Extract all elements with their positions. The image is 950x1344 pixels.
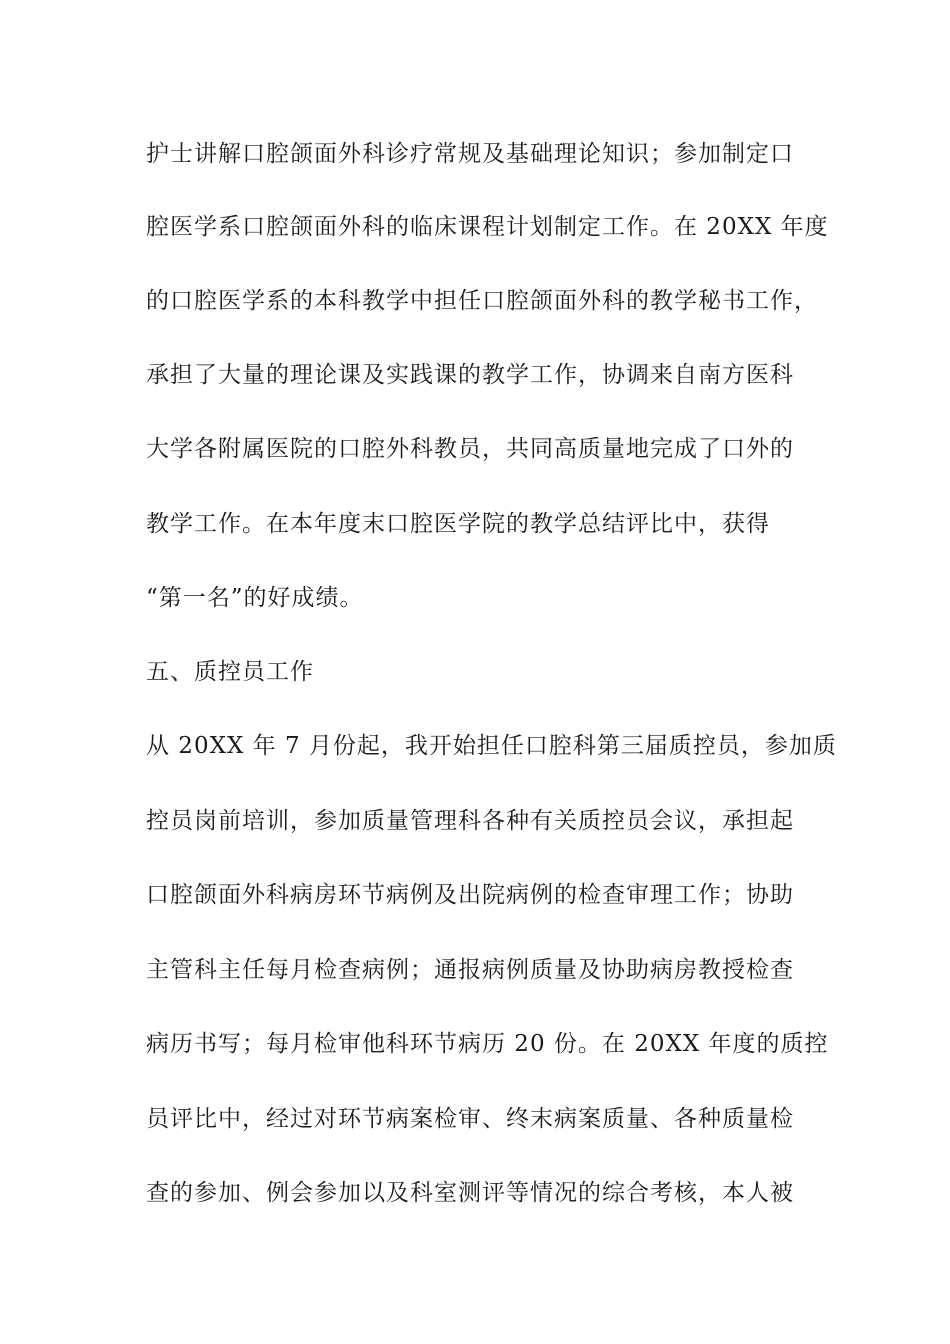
paragraph-line: 承担了大量的理论课及实践课的教学工作，协调来自南方医科 xyxy=(146,362,794,388)
section-heading: 五、质控员工作 xyxy=(146,659,314,685)
paragraph-line: 查的参加、例会参加以及科室测评等情况的综合考核，本人被 xyxy=(146,1180,794,1206)
paragraph-line: 从 20XX 年 7 月份起，我开始担任口腔科第三届质控员，参加质 xyxy=(146,733,837,759)
paragraph-line: 主管科主任每月检查病例；通报病例质量及协助病房教授检查 xyxy=(146,957,794,983)
paragraph-line: 的口腔医学系的本科教学中担任口腔颌面外科的教学秘书工作， xyxy=(146,288,818,314)
paragraph-line: 员评比中，经过对环节病案检审、终末病案质量、各种质量检 xyxy=(146,1106,794,1132)
paragraph-line: 口腔颌面外科病房环节病例及出院病例的检查审理工作；协助 xyxy=(146,882,794,908)
paragraph-line: 病历书写；每月检审他科环节病历 20 份。在 20XX 年度的质控 xyxy=(146,1031,829,1057)
paragraph-line: 教学工作。在本年度末口腔医学院的教学总结评比中，获得 xyxy=(146,511,770,537)
paragraph-line: 护士讲解口腔颌面外科诊疗常规及基础理论知识；参加制定口 xyxy=(146,141,794,167)
paragraph-line: 大学各附属医院的口腔外科教员，共同高质量地完成了口外的 xyxy=(146,436,794,462)
paragraph-line: 腔医学系口腔颌面外科的临床课程计划制定工作。在 20XX 年度 xyxy=(146,214,829,240)
paragraph-line: “第一名”的好成绩。 xyxy=(146,585,364,611)
paragraph-line: 控员岗前培训，参加质量管理科各种有关质控员会议，承担起 xyxy=(146,808,794,834)
